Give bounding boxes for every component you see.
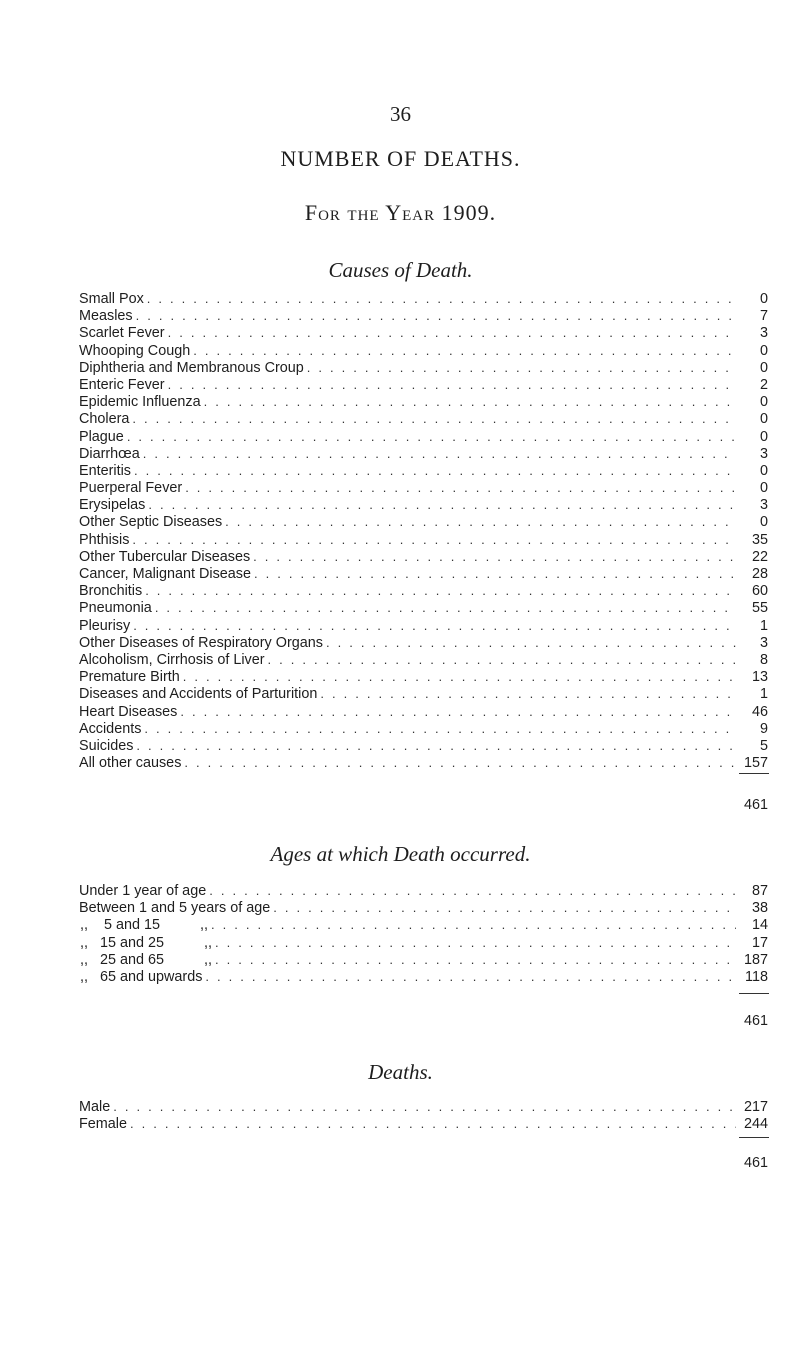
cause-row: [79, 359, 768, 376]
dot-leader: [205, 968, 736, 985]
sex-row-value: 217: [743, 1099, 768, 1115]
cause-row-value: 3: [759, 634, 768, 651]
dot-leader: [143, 445, 736, 462]
cause-row: [79, 668, 768, 685]
cause-row-label: Diphtheria and Membranous Croup: [79, 359, 304, 376]
sex-row-label: Female: [79, 1116, 127, 1133]
age-row: [79, 934, 768, 951]
cause-row-label: Suicides: [79, 737, 134, 754]
dot-leader: [215, 951, 736, 968]
sex-row: [79, 1098, 768, 1115]
age-row-value: 118: [745, 968, 768, 985]
cause-row-value: 1: [759, 617, 768, 634]
causes-heading: Causes of Death.: [328, 258, 473, 282]
cause-row-label: Enteric Fever: [79, 376, 165, 393]
age-row-label: Between 1 and 5 years of age: [79, 900, 271, 917]
cause-row-value: 1: [759, 686, 768, 703]
cause-row-label: Phthisis: [79, 531, 130, 548]
ages-list: [79, 882, 768, 985]
cause-row-label: Whooping Cough: [79, 342, 191, 359]
dot-leader: [168, 324, 736, 341]
age-row: [79, 882, 768, 899]
dot-leader: [204, 393, 736, 410]
cause-row-value: 157: [743, 755, 768, 772]
cause-row-value: 0: [759, 480, 768, 497]
cause-row-label: Measles: [79, 308, 133, 325]
age-row-label: ,, 65 and upwards: [80, 968, 203, 985]
cause-row: [79, 685, 768, 702]
cause-row-value: 2: [759, 376, 768, 393]
dot-leader: [136, 737, 736, 754]
cause-row: [79, 479, 768, 496]
dot-leader: [268, 651, 736, 668]
cause-row: [79, 290, 768, 307]
age-row-value: 187: [743, 951, 768, 968]
cause-row: [79, 582, 768, 599]
cause-row: [79, 496, 768, 513]
age-row: [79, 916, 768, 933]
cause-row-label: Epidemic Influenza: [79, 394, 201, 411]
sex-total-rule: [739, 1137, 769, 1138]
age-row: [79, 951, 768, 968]
dot-leader: [168, 376, 736, 393]
cause-row-label: Small Pox: [79, 291, 144, 307]
age-row: [79, 899, 768, 916]
cause-row: [79, 410, 768, 427]
dot-leader: [254, 565, 736, 582]
cause-row: [79, 634, 768, 651]
cause-row-value: 60: [751, 583, 768, 600]
cause-row: [79, 531, 768, 548]
sex-row: [79, 1115, 768, 1132]
cause-row-label: Heart Diseases: [79, 703, 178, 720]
dot-leader: [320, 685, 736, 702]
cause-row-value: 35: [751, 531, 768, 548]
dot-leader: [148, 496, 736, 513]
cause-row-label: Cholera: [79, 411, 130, 428]
cause-row: [79, 720, 768, 737]
cause-row-label: Cancer, Malignant Disease: [79, 566, 251, 582]
cause-row-label: Pneumonia: [79, 600, 152, 617]
cause-row-value: 22: [751, 548, 768, 565]
age-row-value: 38: [751, 900, 768, 917]
age-row: [79, 968, 768, 985]
cause-row-value: 7: [759, 308, 768, 325]
cause-row-label: Erysipelas: [79, 497, 146, 514]
dot-leader: [326, 634, 736, 651]
cause-row: [79, 513, 768, 530]
dot-leader: [133, 617, 736, 634]
dot-leader: [145, 582, 736, 599]
cause-row-label: Diarrhœa: [79, 445, 140, 462]
cause-row-value: 0: [759, 462, 768, 479]
dot-leader: [209, 882, 736, 899]
dot-leader: [307, 359, 736, 376]
ages-total: 461: [743, 1013, 768, 1029]
dot-leader: [113, 1098, 736, 1115]
causes-total-rule: [739, 773, 769, 774]
cause-row-label: Plague: [79, 428, 124, 445]
dot-leader: [127, 428, 736, 445]
dot-leader: [180, 703, 736, 720]
cause-row: [79, 376, 768, 393]
cause-row-value: 8: [759, 651, 768, 668]
cause-row: [79, 617, 768, 634]
cause-row-value: 13: [751, 669, 768, 686]
age-row-value: 17: [751, 934, 768, 951]
cause-row: [79, 651, 768, 668]
dot-leader: [144, 720, 736, 737]
cause-row-value: 0: [759, 411, 768, 428]
cause-row: [79, 565, 768, 582]
dot-leader: [132, 531, 736, 548]
cause-row: [79, 393, 768, 410]
cause-row-value: 0: [759, 291, 768, 307]
dot-leader: [253, 548, 736, 565]
cause-row-label: Puerperal Fever: [79, 480, 183, 497]
cause-row-label: Alcoholism, Cirrhosis of Liver: [79, 651, 265, 668]
causes-total: 461: [743, 797, 768, 813]
dot-leader: [184, 754, 736, 771]
cause-row: [79, 737, 768, 754]
cause-row-value: 0: [759, 359, 768, 376]
cause-row: [79, 342, 768, 359]
dot-leader: [130, 1115, 736, 1132]
cause-row: [79, 324, 768, 341]
sex-total: 461: [743, 1155, 768, 1171]
cause-row-value: 3: [759, 325, 768, 342]
dot-leader: [136, 307, 736, 324]
cause-row-label: Accidents: [79, 720, 142, 737]
cause-row-label: Enteritis: [79, 462, 131, 479]
sex-row-label: Male: [79, 1099, 111, 1115]
dot-leader: [225, 513, 736, 530]
ages-total-rule: [739, 993, 769, 994]
cause-row-label: Other Diseases of Respiratory Organs: [79, 634, 323, 651]
dot-leader: [193, 342, 736, 359]
sex-list: [79, 1098, 768, 1132]
cause-row-label: Pleurisy: [79, 617, 131, 634]
cause-row-label: Premature Birth: [79, 669, 180, 686]
cause-row-value: 0: [759, 342, 768, 359]
dot-leader: [134, 462, 736, 479]
causes-list: [79, 290, 768, 771]
dot-leader: [211, 916, 736, 933]
cause-row-label: Bronchitis: [79, 583, 143, 600]
age-row-label: ,, 25 and 65 ,,: [80, 951, 212, 968]
cause-row-value: 0: [759, 394, 768, 411]
age-row-value: 14: [751, 917, 768, 934]
page-subtitle: For the Year 1909.: [304, 200, 497, 225]
cause-row: [79, 445, 768, 462]
cause-row-label: All other causes: [79, 755, 182, 772]
dot-leader: [132, 410, 736, 427]
sex-row-value: 244: [743, 1116, 768, 1133]
sex-heading: Deaths.: [368, 1060, 433, 1084]
cause-row: [79, 307, 768, 324]
age-row-label: ,, 5 and 15 ,,: [80, 917, 208, 934]
dot-leader: [155, 599, 736, 616]
dot-leader: [183, 668, 736, 685]
cause-row: [79, 754, 768, 771]
cause-row: [79, 548, 768, 565]
cause-row-value: 5: [759, 737, 768, 754]
age-row-label: ,, 15 and 25 ,,: [80, 934, 212, 951]
cause-row-value: 0: [759, 514, 768, 531]
cause-row-value: 9: [759, 720, 768, 737]
cause-row-label: Other Tubercular Diseases: [79, 548, 251, 565]
cause-row-value: 3: [759, 497, 768, 514]
page-number: 36: [390, 102, 411, 126]
cause-row-label: Scarlet Fever: [79, 325, 165, 342]
cause-row-label: Other Septic Diseases: [79, 514, 223, 531]
cause-row: [79, 703, 768, 720]
cause-row: [79, 462, 768, 479]
cause-row: [79, 428, 768, 445]
age-row-label: Under 1 year of age: [79, 883, 207, 899]
dot-leader: [185, 479, 736, 496]
page-title: NUMBER OF DEATHS.: [280, 146, 521, 171]
dot-leader: [273, 899, 736, 916]
dot-leader: [147, 290, 736, 307]
dot-leader: [215, 934, 736, 951]
cause-row-value: 0: [759, 428, 768, 445]
ages-heading: Ages at which Death occurred.: [270, 842, 531, 866]
cause-row-value: 3: [759, 445, 768, 462]
cause-row-label: Diseases and Accidents of Parturition: [79, 686, 318, 703]
cause-row: [79, 599, 768, 616]
cause-row-value: 28: [751, 566, 768, 582]
age-row-value: 87: [751, 883, 768, 899]
cause-row-value: 55: [751, 600, 768, 617]
cause-row-value: 46: [751, 703, 768, 720]
